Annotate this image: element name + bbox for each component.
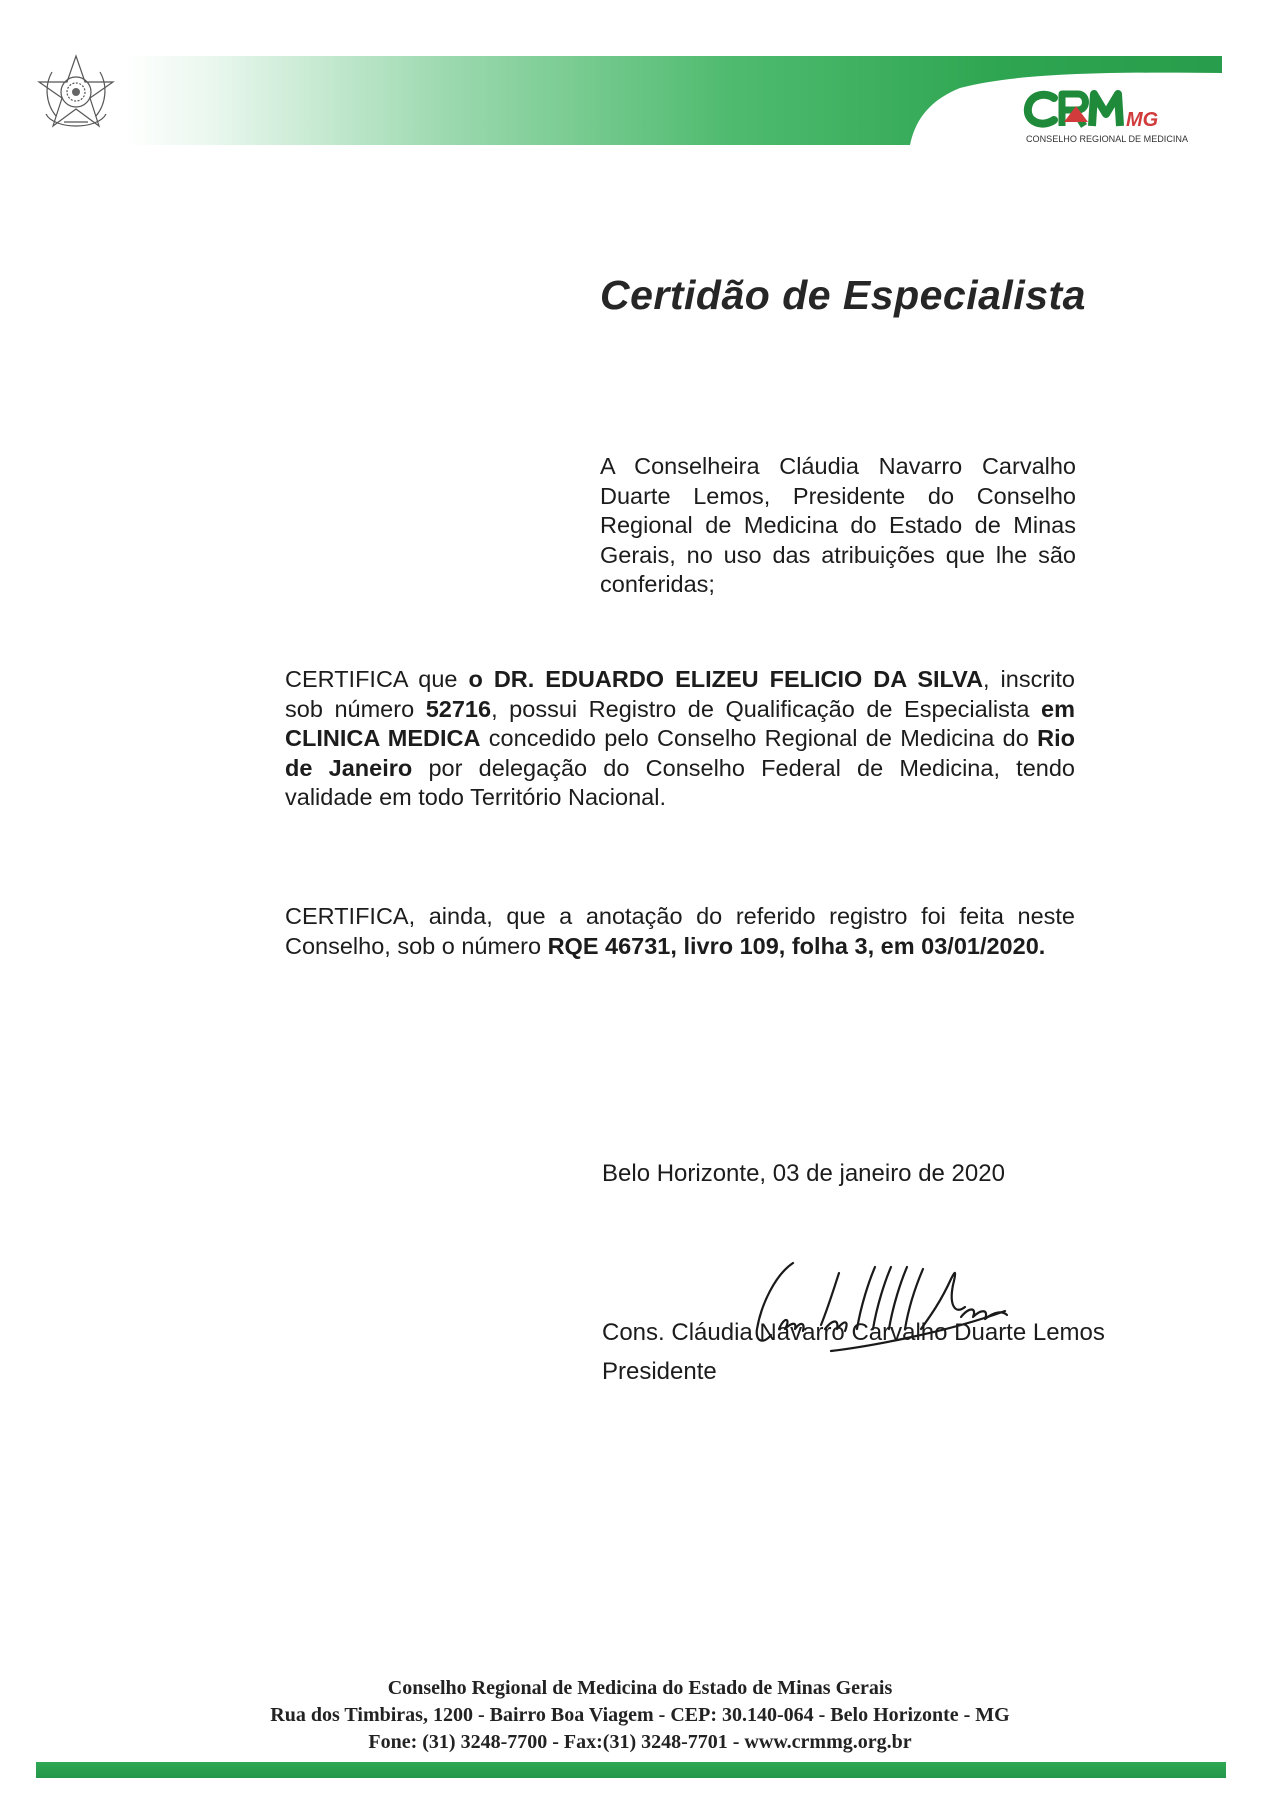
place-date: Belo Horizonte, 03 de janeiro de 2020 [602,1160,1005,1187]
text-segment: por delegação do Conselho Federal de Medicina, tendo validade em todo Território Nacional. [285,754,1075,811]
text-segment: concedido pelo Conselho Regional de Medicina do [480,725,1038,752]
registration-number: 52716 [425,695,492,722]
logo-tagline: CONSELHO REGIONAL DE MEDICINA [1026,134,1188,144]
rqe-record: RQE 46731, livro 109, folha 3, em 03/01/2020. [547,932,1046,959]
issuing-state: Rio de Janeiro [285,725,1075,781]
footer-green-bar [36,1762,1226,1778]
signatory-role: Presidente [602,1358,717,1385]
text-segment: CERTIFICA que [285,666,469,692]
footer-address: Rua dos Timbiras, 1200 - Bairro Boa Viagem - CEP: 30.140-064 - Belo Horizonte - MG [270,1704,1010,1726]
intro-paragraph: A Conselheira Cláudia Navarro Carvalho Duarte Lemos, Presidente do Conselho Regional de Medicina do Estado de Minas Gerais, no uso das atribuições que lhe são conferidas; [600,453,1076,598]
footer-organization: Conselho Regional de Medicina do Estado de Minas Gerais [387,1677,893,1699]
footer-contact: Fone: (31) 3248-7700 - Fax:(31) 3248-7701 - www.crmmg.org.br [368,1731,912,1753]
doctor-name: o DR. EDUARDO ELIZEU FELICIO DA SILVA [468,666,984,692]
annotation-paragraph [285,902,1075,961]
document-title: Certidão de Especialista [600,272,1086,318]
brazil-coat-of-arms-icon [34,52,118,136]
text-segment: , possui Registro de Qualificação de Especialista [491,695,1042,722]
certification-paragraph [285,665,1075,813]
signatory-name: Cons. Cláudia Navarro Carvalho Duarte Lemos [602,1319,1105,1346]
logo-state-text: MG [1126,109,1159,131]
text-segment: CERTIFICA, ainda, que a anotação do referido registro foi feita neste Conselho, sob o número [285,903,1075,959]
text-segment: , inscrito sob número [285,666,1075,722]
crm-mg-logo [1022,84,1192,146]
specialty: em CLINICA MEDICA [285,695,1075,752]
